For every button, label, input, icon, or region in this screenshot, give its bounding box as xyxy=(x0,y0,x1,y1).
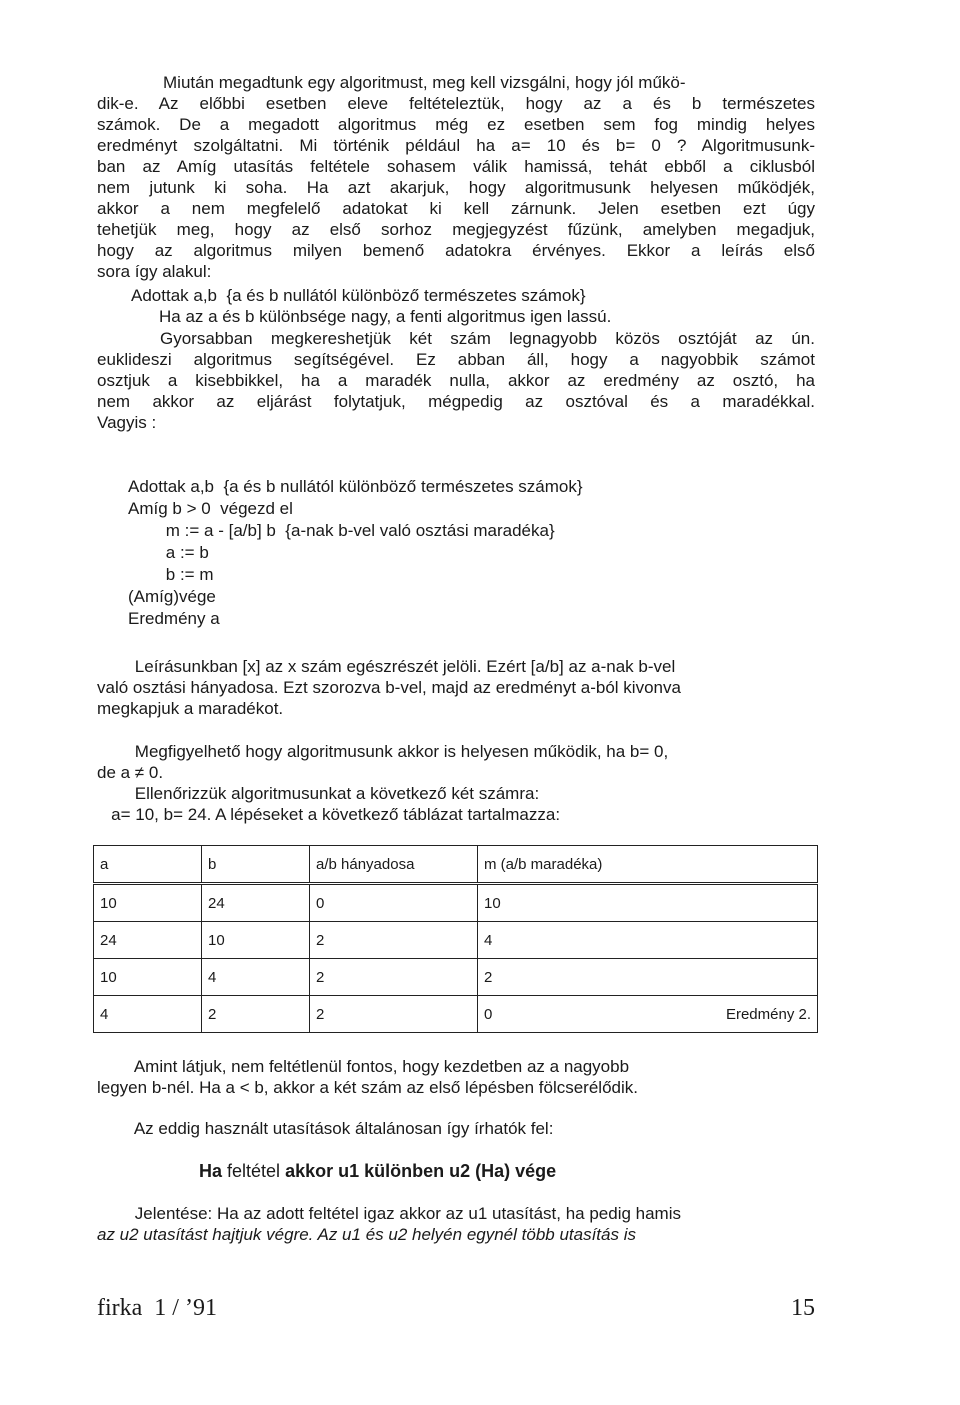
steps-table xyxy=(93,845,818,1033)
spec-line: Adottak a,b {a és b nullától különböző természetes számok} xyxy=(131,286,586,305)
text-line: megkapjuk a maradékot. xyxy=(97,699,284,718)
spec-block xyxy=(97,285,815,327)
text-line: számok. De a megadott algoritmus még ez esetben sem fog mindig helyes xyxy=(97,115,815,134)
paragraph-euclid xyxy=(97,328,815,433)
table-cell: 2 xyxy=(202,996,310,1033)
algorithm-line: Adottak a,b {a és b nullától különböző természetes számok} xyxy=(128,477,583,496)
table-cell: 4 xyxy=(478,922,818,959)
table-cell: 0 xyxy=(310,884,478,922)
table-cell: 10 xyxy=(94,884,202,922)
algorithm-line: (Amíg)vége xyxy=(128,587,216,606)
algorithm-line: m := a - [a/b] b {a-nak b-vel való osztási maradéka} xyxy=(128,521,555,540)
statement-text: u1 xyxy=(333,1161,365,1181)
text-line: osztjuk a kisebbikkel, ha a maradék nulla, akkor az eredmény az osztó, ha xyxy=(97,371,815,390)
algorithm-line: Eredmény a xyxy=(128,609,220,628)
text-line: tehetjük meg, hogy az első sorhoz megjegyzést fűzünk, amelyben megadjuk, xyxy=(97,220,815,239)
paragraph-intro xyxy=(97,72,815,282)
text-line: Gyorsabban megkereshetjük két szám legnagyobb közös osztóját az ún. xyxy=(160,329,815,348)
table-header-row xyxy=(94,846,818,884)
text-line: eredményt szolgáltatni. Mi történik például ha a= 10 és b= 0 ? Algoritmusunk- xyxy=(97,136,815,155)
text-line: de a ≠ 0. xyxy=(97,763,164,782)
table-cell: 0 xyxy=(484,1005,493,1023)
table-row xyxy=(94,884,818,922)
text-line: az u2 utasítást hajtjuk végre. Az u1 és u2 helyén egynél több utasítás is xyxy=(97,1225,636,1244)
table-row xyxy=(94,922,818,959)
text-line: ban az Amíg utasítás feltétele sohasem válik hamissá, tehát ebből a ciklusból xyxy=(97,157,815,176)
table-cell: 10 xyxy=(478,884,818,922)
text-line: legyen b-nél. Ha a < b, akkor a két szám az első lépésben fölcserélődik. xyxy=(97,1078,638,1097)
text-line: Ellenőrizzük algoritmusunkat a következő két számra: xyxy=(97,784,540,803)
statement-text: u2 (Ha) vége xyxy=(444,1161,557,1181)
table-header-cell: m (a/b maradéka) xyxy=(478,846,818,884)
algorithm-line: b := m xyxy=(128,565,214,584)
algorithm-line: a := b xyxy=(128,543,209,562)
algorithm-line: Amíg b > 0 végezd el xyxy=(128,499,293,518)
text-line: sora így alakul: xyxy=(97,262,212,281)
table-header-cell: a/b hányadosa xyxy=(310,846,478,884)
algorithm-listing xyxy=(128,476,583,630)
text-line: a= 10, b= 24. A lépéseket a következő táblázat tartalmazza: xyxy=(97,805,561,824)
text-line: Miután megadtunk egy algoritmust, meg kell vizsgálni, hogy jól műkö- xyxy=(163,73,686,92)
table-cell: 24 xyxy=(94,922,202,959)
paragraph-meaning xyxy=(97,1203,815,1245)
spec-line: Ha az a és b különbsége nagy, a fenti algoritmus igen lassú. xyxy=(159,307,612,326)
paragraph-integer-part xyxy=(97,656,815,719)
page-number: 15 xyxy=(791,1295,815,1321)
journal-name: firka 1 / ’91 xyxy=(97,1295,217,1321)
table-header-cell: b xyxy=(202,846,310,884)
table-cell: 24 xyxy=(202,884,310,922)
text-line: való osztási hányadosa. Ezt szorozva b-vel, majd az eredményt a-ból kivonva xyxy=(97,678,681,697)
paragraph-general xyxy=(97,1118,815,1139)
table-cell-last xyxy=(478,996,818,1033)
text-line: euklideszi algoritmus segítségével. Ez abban áll, hogy a nagyobbik számot xyxy=(97,350,815,369)
text-line: dik-e. Az előbbi esetben eleve feltételeztük, hogy az a és b természetes xyxy=(97,94,815,113)
text-line: Megfigyelhető hogy algoritmusunk akkor is helyesen működik, ha b= 0, xyxy=(97,742,669,761)
statement-text: feltétel xyxy=(222,1161,286,1181)
text-line: akkor a nem megfelelő adatokat ki kell zárnunk. Jelen esetben ezt úgy xyxy=(97,199,815,218)
table-cell: 4 xyxy=(94,996,202,1033)
table-cell: 10 xyxy=(94,959,202,996)
keyword-kulonben: különben xyxy=(364,1161,445,1181)
text-line: nem akkor az eljárást folytatjuk, mégpedig az osztóval és a maradékkal. xyxy=(97,392,815,411)
table-cell: 2 xyxy=(310,959,478,996)
text-line: Vagyis : xyxy=(97,413,157,432)
text-line: Jelentése: Ha az adott feltétel igaz akkor az u1 utasítást, ha pedig hamis xyxy=(97,1204,681,1223)
table-row xyxy=(94,959,818,996)
text-line: Amint látjuk, nem feltétlenül fontos, hogy kezdetben az a nagyobb xyxy=(97,1057,630,1076)
text-line: Leírásunkban [x] az x szám egészrészét jelöli. Ezért [a/b] az a-nak b-vel xyxy=(97,657,676,676)
table-cell: 2 xyxy=(310,996,478,1033)
table-header-cell: a xyxy=(94,846,202,884)
if-statement-syntax xyxy=(199,1161,799,1182)
table-cell: 2 xyxy=(478,959,818,996)
text-line: hogy az algoritmus milyen bemenő adatokra érvényes. Ekkor a leírás első xyxy=(97,241,815,260)
paragraph-order xyxy=(97,1056,815,1098)
table-cell: 10 xyxy=(202,922,310,959)
text-line: nem jutunk ki soha. Ha azt akarjuk, hogy algoritmusunk helyesen működjék, xyxy=(97,178,815,197)
paragraph-check xyxy=(97,741,815,825)
table-cell: 2 xyxy=(310,922,478,959)
text-line: Az eddig használt utasítások általánosan így írhatók fel: xyxy=(97,1119,554,1138)
keyword-ha: Ha xyxy=(199,1161,223,1181)
result-note: Eredmény 2. xyxy=(725,1005,811,1023)
table-row xyxy=(94,996,818,1033)
table-cell: 4 xyxy=(202,959,310,996)
keyword-akkor: akkor xyxy=(285,1161,334,1181)
